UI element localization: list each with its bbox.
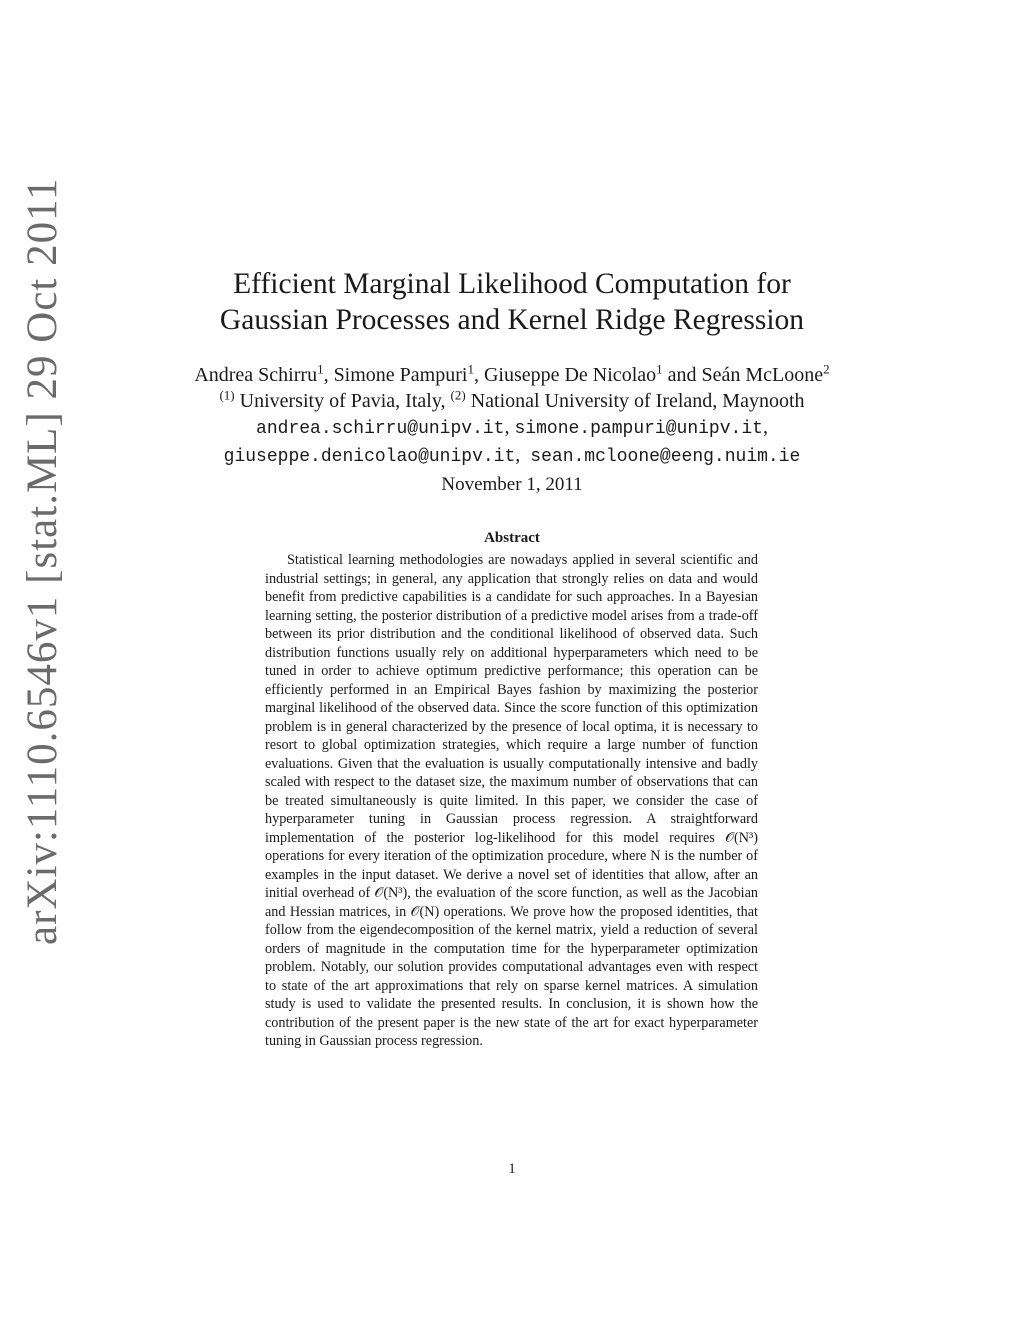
email-line-2: giuseppe.denicolao@unipv.it, sean.mcloone@eeng.nuim.ie (223, 444, 801, 467)
author-name: Simone Pampuri (333, 364, 468, 386)
author-name: Seán McLoone (701, 364, 824, 386)
author-block (150, 362, 874, 470)
affiliation-mark: (1) (219, 387, 235, 403)
abstract-heading: Abstract (484, 530, 540, 546)
email-link[interactable]: simone.pampuri@unipv.it (514, 419, 763, 439)
affiliation-text: National University of Ireland, Maynooth (470, 390, 805, 412)
email-link[interactable]: sean.mcloone@eeng.nuim.ie (530, 447, 801, 467)
email-line-1: andrea.schirru@unipv.it, simone.pampuri@unipv.it, (256, 416, 768, 439)
arxiv-stamp-text: arXiv:1110.6546v1 [stat.ML] 29 Oct 2011 (19, 177, 66, 945)
author-names: Andrea Schirru$^1$, Simone Pampuri$^1$, Giuseppe De Nicolao$^1$ and Seán McLoone$^2$ (194, 361, 830, 386)
affiliation-mark: (2) (450, 387, 466, 403)
email-link[interactable]: andrea.schirru@unipv.it (256, 419, 505, 439)
author-name: Andrea Schirru (194, 364, 318, 386)
affiliation-text: University of Pavia, Italy, (239, 390, 446, 412)
email-link[interactable]: giuseppe.denicolao@unipv.it (223, 447, 516, 467)
abstract-body: Statistical learning methodologies are nowadays applied in several scientific and industrial settings; in general, any application that strongly relies on data and would benefit from predictive capabilities is a candidate for such approaches. In a Bayesian learning setting, the posterior distribution of a predictive model arises from a trade-off between its prior distribution and the conditional likelihood of observed data. Such distribution functions usually rely on additional hyperparameters which need to be tuned in order to achieve optimum predictive performance; this operation can be efficiently performed in an Empirical Bayes fashion by maximizing the posterior marginal likelihood of the observed data. Since the score function of this optimization problem is in general characterized by the presence of local optima, it is necessary to resort to global optimization strategies, which require a large number of function evaluations. Given that the evaluation is usually computationally intensive and badly scaled with respect to the dataset size, the maximum number of observations that can be treated simultaneously is quite limited. In this paper, we consider the case of hyperparameter tuning in Gaussian process regression. A straightforward implementation of the posterior log-likelihood for this model requires 𝒪(N³) operations for every iteration of the optimization procedure, where N is the number of examples in the input dataset. We derive a novel set of identities that allow, after an initial overhead of 𝒪(N³), the evaluation of the score function, as well as the Jacobian and Hessian matrices, in 𝒪(N) operations. We prove how the proposed identities, that follow from the eigendecomposition of the kernel matrix, yield a reduction of several orders of magnitude in the computation time for the hyperparameter optimization problem. Notably, our solution provides computational advantages even with respect to state of the art approximations that rely on sparse kernel matrices. A simulation study is used to validate the presented results. In conclusion, it is shown how the contribution of the present paper is the new state of the art for exact hyperparameter tuning in Gaussian process regression. (265, 552, 758, 1049)
paper-title (140, 266, 884, 338)
affiliation-mark: 1 (656, 361, 663, 377)
affiliation-mark: 1 (317, 361, 324, 377)
title-line-2: Gaussian Processes and Kernel Ridge Regression (219, 304, 805, 336)
publication-date: November 1, 2011 (441, 474, 583, 495)
title-line-1: Efficient Marginal Likelihood Computation for (233, 268, 791, 300)
affiliation-mark: 1 (467, 361, 474, 377)
author-name: Giuseppe De Nicolao (483, 364, 657, 386)
page-number: 1 (508, 1161, 516, 1177)
affiliation-mark: 2 (823, 361, 830, 377)
affiliations (150, 388, 874, 414)
